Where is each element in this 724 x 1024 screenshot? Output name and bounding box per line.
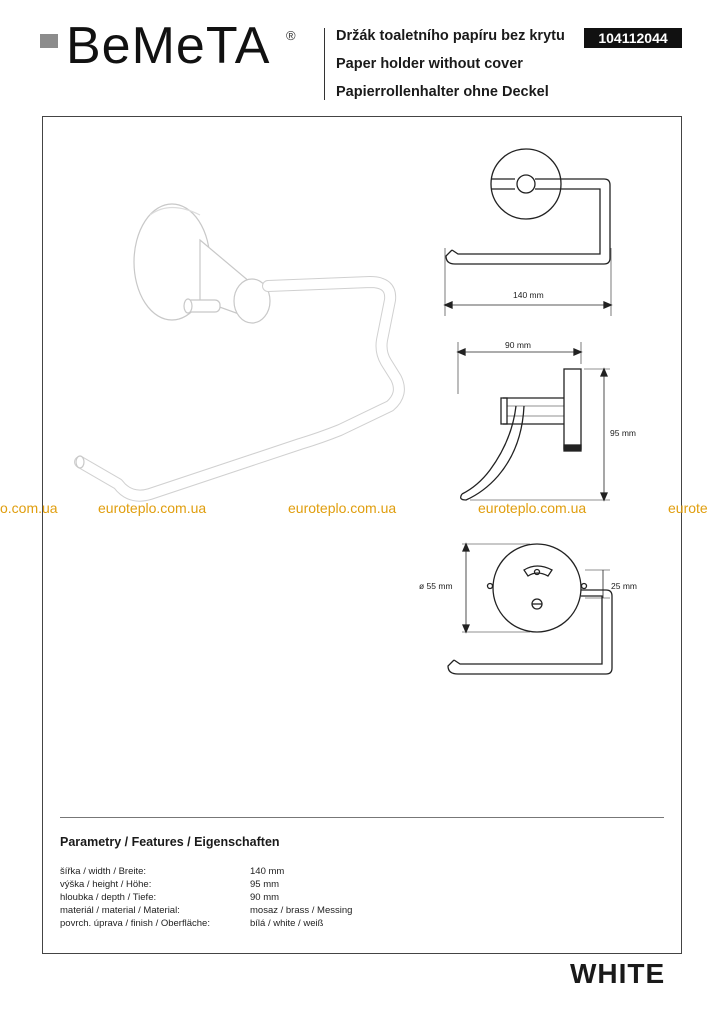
- watermark-2: euroteplo.com.ua: [288, 500, 397, 516]
- spec-value-finish: bílá / white / weiß: [250, 918, 324, 929]
- title-de: Papierrollenhalter ohne Deckel: [336, 84, 549, 100]
- spec-label-width: šířka / width / Breite:: [60, 866, 147, 877]
- spec-value-material: mosaz / brass / Messing: [250, 905, 353, 916]
- finish-label: WHITE: [570, 958, 666, 989]
- features-title: Parametry / Features / Eigenschaften: [60, 835, 280, 849]
- spec-label-depth: hloubka / depth / Tiefe:: [60, 892, 157, 903]
- features-divider: [60, 817, 664, 818]
- mounting-view: [448, 544, 612, 674]
- spec-label-height: výška / height / Höhe:: [60, 879, 152, 890]
- diameter-dimension-label: ø 55 mm: [419, 581, 453, 591]
- offset-dimension-label: 25 mm: [611, 581, 637, 591]
- spec-value-width: 140 mm: [250, 866, 285, 877]
- watermark-1: euroteplo.com.ua: [98, 500, 207, 516]
- watermark-left-partial: o.com.ua: [0, 500, 58, 516]
- title-en: Paper holder without cover: [336, 56, 523, 72]
- product-code: 104112044: [584, 28, 682, 48]
- width-dimension-label: 140 mm: [513, 290, 544, 300]
- watermark-right-partial: eurote: [668, 500, 708, 516]
- title-cz: Držák toaletního papíru bez krytu: [336, 28, 565, 44]
- spec-label-finish: povrch. úprava / finish / Oberfläche:: [60, 918, 210, 929]
- brand-logo: BeMeTA: [66, 17, 271, 75]
- depth-dimension-label: 90 mm: [505, 340, 531, 350]
- registered-mark: ®: [286, 28, 296, 43]
- spec-value-depth: 90 mm: [250, 892, 280, 903]
- side-view: [458, 342, 610, 500]
- spec-value-height: 95 mm: [250, 879, 280, 890]
- product-render: [76, 204, 399, 496]
- height-dimension-label: 95 mm: [610, 428, 636, 438]
- watermark-3: euroteplo.com.ua: [478, 500, 587, 516]
- spec-label-material: materiál / material / Material:: [60, 905, 180, 916]
